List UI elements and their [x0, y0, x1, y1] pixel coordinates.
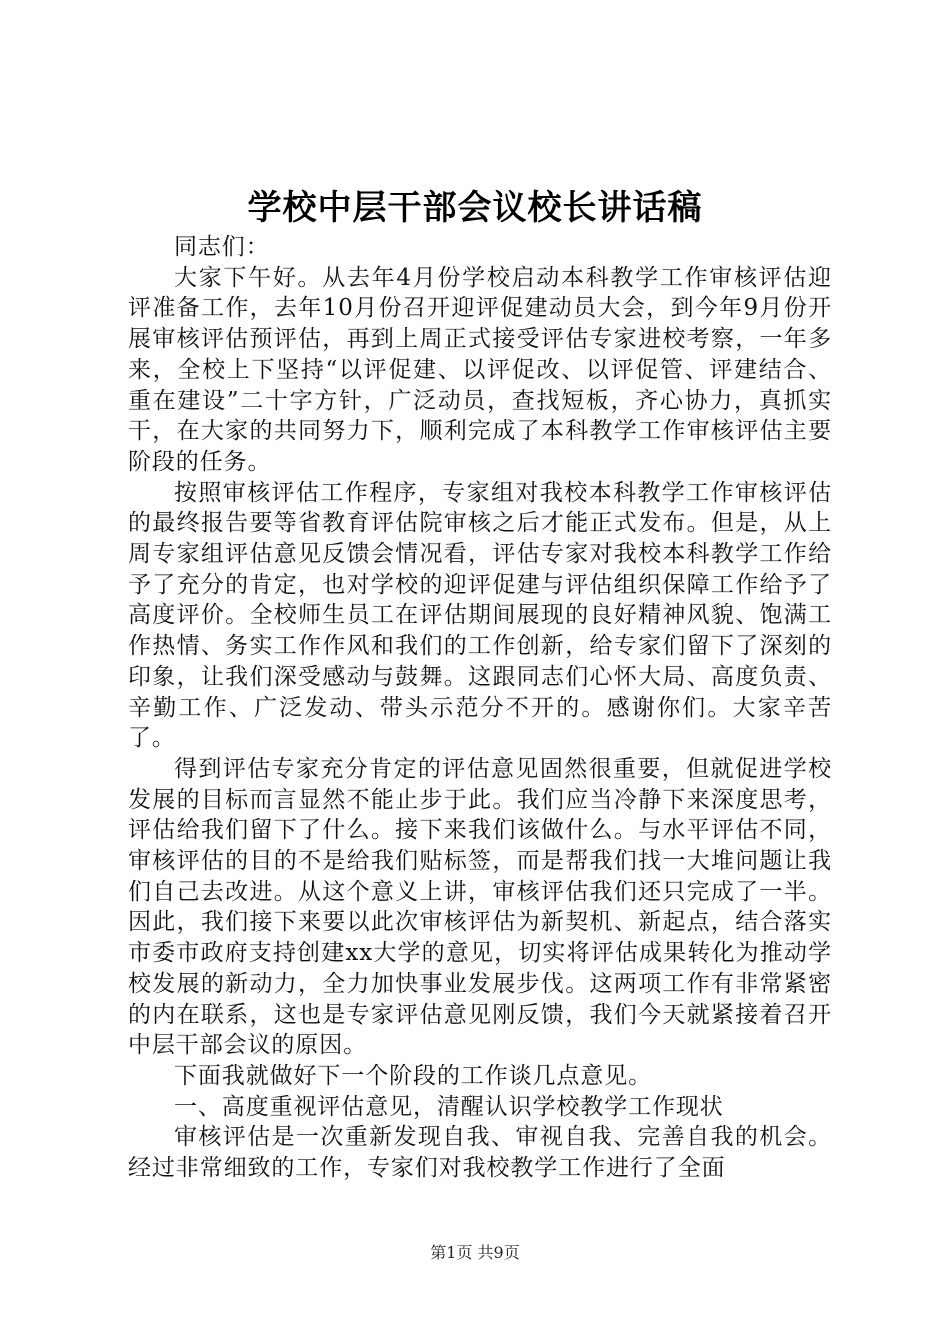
body-paragraph: 下面我就做好下一个阶段的工作谈几点意见。 [174, 1062, 652, 1089]
document-title: 学校中层干部会议校长讲话稿 [247, 188, 703, 228]
document-body [128, 232, 832, 1184]
body-paragraph: 审核评估是一次重新发现自我、审视自我、完善自我的机会。经过非常细致的工作，专家们对我校教学工作进行了全面 [128, 1124, 832, 1182]
body-paragraph: 按照审核评估工作程序，专家组对我校本科教学工作审核评估的最终报告要等省教育评估院审核之后才能正式发布。但是，从上周专家组评估意见反馈会情况看，评估专家对我校本科教学工作给予了充分的肯定，也对学校的迎评促建与评估组织保障工作给予了高度评价。全校师生员工在评估期间展现的良好精神风貌、饱满工作热情、务实工作作风和我们的工作创新，给专家们留下了深刻的印象，让我们深受感动与鼓舞。这跟同志们心怀大局、高度负责、辛勤工作、广泛发动、带头示范分不开的。感谢你们。大家辛苦了。 [128, 479, 832, 752]
page-number-footer: 第1页 共9页 [430, 1243, 520, 1262]
salutation-paragraph: 同志们： [174, 234, 270, 260]
body-paragraph: 得到评估专家充分肯定的评估意见固然很重要，但就促进学校发展的目标而言显然不能止步于此。我们应当冷静下来深度思考，评估给我们留下了什么。接下来我们该做什么。与水平评估不同，审核评估的目的不是给我们贴标签，而是帮我们找一大堆问题让我们自己去改进。从这个意义上讲，审核评估我们还只完成了一半。因此，我们接下来要以此次审核评估为新契机、新起点，结合落实市委市政府支持创建xx大学的意见，切实将评估成果转化为推动学校发展的新动力，全力加快事业发展步伐。这两项工作有非常紧密的内在联系，这也是专家评估意见刚反馈，我们今天就紧接着召开中层干部会议的原因。 [128, 755, 832, 1059]
body-paragraph: 大家下午好。从去年4月份学校启动本科教学工作审核评估迎评准备工作，去年10月份召开迎评促建动员大会，到今年9月份开展审核评估预评估，再到上周正式接受评估专家进校考察，一年多来，全校上下坚持“以评促建、以评促改、以评促管、评建结合、重在建设”二十字方针，广泛动员，查找短板，齐心协力，真抓实干，在大家的共同努力下，顺利完成了本科教学工作审核评估主要阶段的任务。 [128, 264, 832, 475]
section-heading: 一、高度重视评估意见，清醒认识学校教学工作现状 [174, 1093, 724, 1120]
